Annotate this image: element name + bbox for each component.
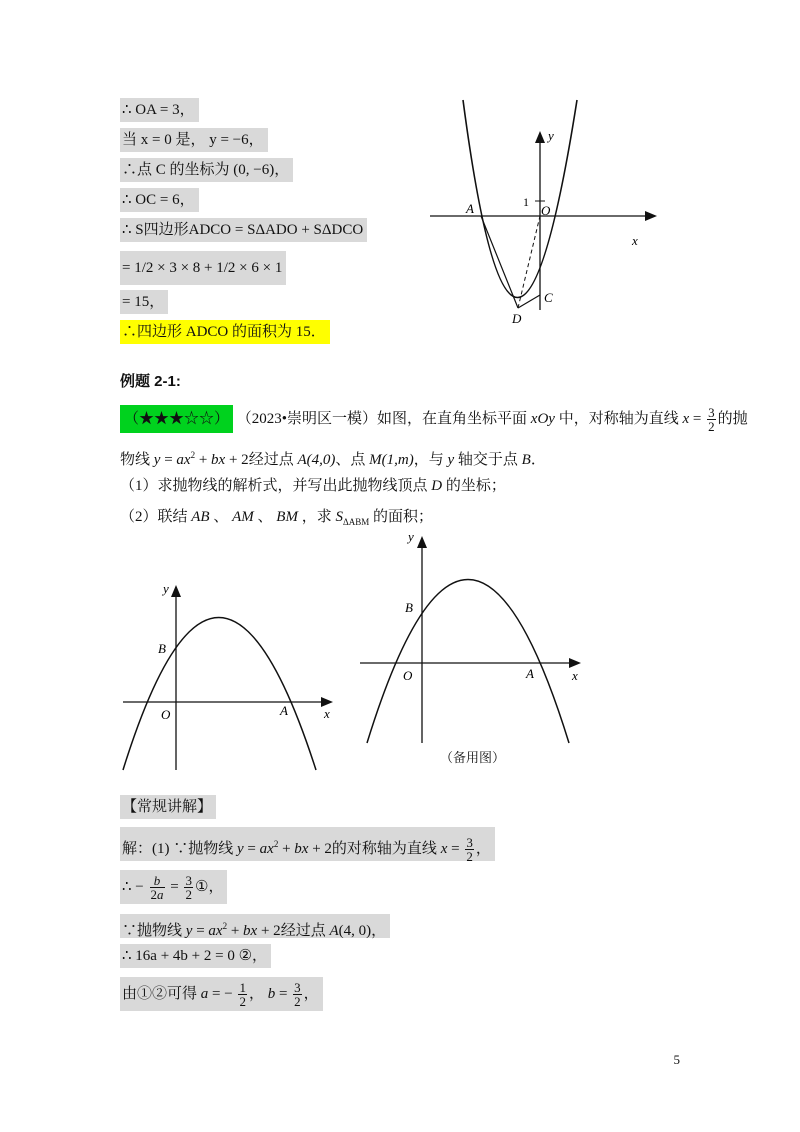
label-x: x: [324, 706, 330, 721]
solution-line-point-c: ∴点 C 的坐标为 (0, −6)，: [120, 158, 293, 182]
segment-do-dashed: [518, 216, 540, 308]
solution-step-2: ∴ − $\frac{b}{2a}$ = $\frac{3}{2}$ ①，: [120, 870, 227, 904]
label-o: O: [161, 707, 171, 722]
example-line-1: （★★★☆☆） （2023•崇明区一模）如图，在直角坐标平面 xOy 中，对称轴为直线 x = $\frac{3}{2}$ 的抛: [120, 402, 748, 436]
label-c: C: [544, 290, 553, 305]
solution-line-x0: 当 x = 0 是， y = −6，: [120, 128, 268, 152]
point-a: A(4,0): [297, 452, 336, 468]
point-m: M(1,m): [369, 452, 414, 468]
label-y: y: [408, 529, 414, 544]
label-a: A: [526, 666, 534, 681]
y-axis-arrow-icon: [535, 131, 545, 143]
question-2: （2）联结 AB 、 AM 、 BM ，求 $S_{\Delta ABM}$ 的面积；: [120, 509, 434, 527]
solution-conclusion: ∴四边形 ADCO 的面积为 15．: [120, 320, 330, 344]
example-line-2: 物线 $y = ax^2$ + bx + 2经过点 A(4,0)、点 M(1,m)，与 y 轴交于点 B．: [120, 450, 546, 468]
point-b: B: [521, 452, 531, 468]
solution-line-15: = 15，: [120, 290, 168, 314]
label-y: y: [163, 581, 169, 596]
y-axis-arrow-icon: [171, 585, 181, 597]
figure-caption: （备用图）: [440, 750, 506, 765]
parabola-curve: [367, 580, 569, 744]
figure-parabola-backup: [355, 528, 590, 753]
y-axis-arrow-icon: [417, 536, 427, 548]
example-text-1b: 中，对称轴为直线: [558, 411, 679, 427]
label-b: B: [158, 641, 166, 656]
segment-ad: [481, 216, 518, 308]
solution-step-1: 解：(1) ∵抛物线 $y = ax^2$ + bx + 2的对称轴为直线 x = $\frac{3}{2}$ ，: [120, 827, 495, 861]
question-1: （1）求抛物线的解析式，并写出此抛物线顶点 D 的坐标；: [120, 478, 506, 494]
label-b: B: [405, 600, 413, 615]
label-o: O: [541, 203, 551, 218]
figure-parabola-adco: [420, 95, 670, 330]
figure-parabola-main: [118, 575, 340, 775]
solution-line-area-sum: ∴ S四边形ADCO = SΔADO + SΔDCO: [120, 218, 367, 242]
solution-step-4: ∴ 16a + 4b + 2 = 0 ②，: [120, 944, 271, 968]
solution-line-oa: ∴ OA = 3，: [120, 98, 199, 122]
x-axis-arrow-icon: [645, 211, 657, 221]
plane-xoy: xOy: [530, 411, 555, 427]
label-y: y: [548, 128, 554, 143]
label-a: A: [466, 201, 474, 216]
page-number: 5: [673, 1052, 680, 1067]
parabola-curve: [463, 100, 577, 298]
parabola-curve: [123, 618, 316, 771]
solution-heading: 【常规讲解】: [120, 795, 216, 819]
label-x: x: [572, 668, 578, 683]
label-x: x: [632, 233, 638, 248]
example-text-1a: 如图，在直角坐标平面: [377, 411, 528, 427]
difficulty-stars: （★★★☆☆）: [120, 405, 233, 433]
example-source: （2023•崇明区一模）: [236, 411, 378, 427]
solution-line-area-calc: = 1/2 × 3 × 8 + 1/2 × 6 × 1: [120, 251, 286, 285]
label-one: 1: [523, 195, 529, 209]
label-a: A: [280, 703, 288, 718]
label-d: D: [512, 311, 522, 326]
label-o: O: [403, 668, 413, 683]
solution-step-3: ∵抛物线 $y = ax^2$ + bx + 2经过点 A(4, 0)，: [120, 914, 390, 938]
solution-line-oc: ∴ OC = 6，: [120, 188, 199, 212]
x-axis-arrow-icon: [569, 658, 581, 668]
solution-step-5: 由①②可得 a = − $\frac{1}{2}$ ， b = $\frac{3}{2}$ ，: [120, 977, 323, 1011]
example-heading: 例题 2-1:: [120, 373, 181, 390]
